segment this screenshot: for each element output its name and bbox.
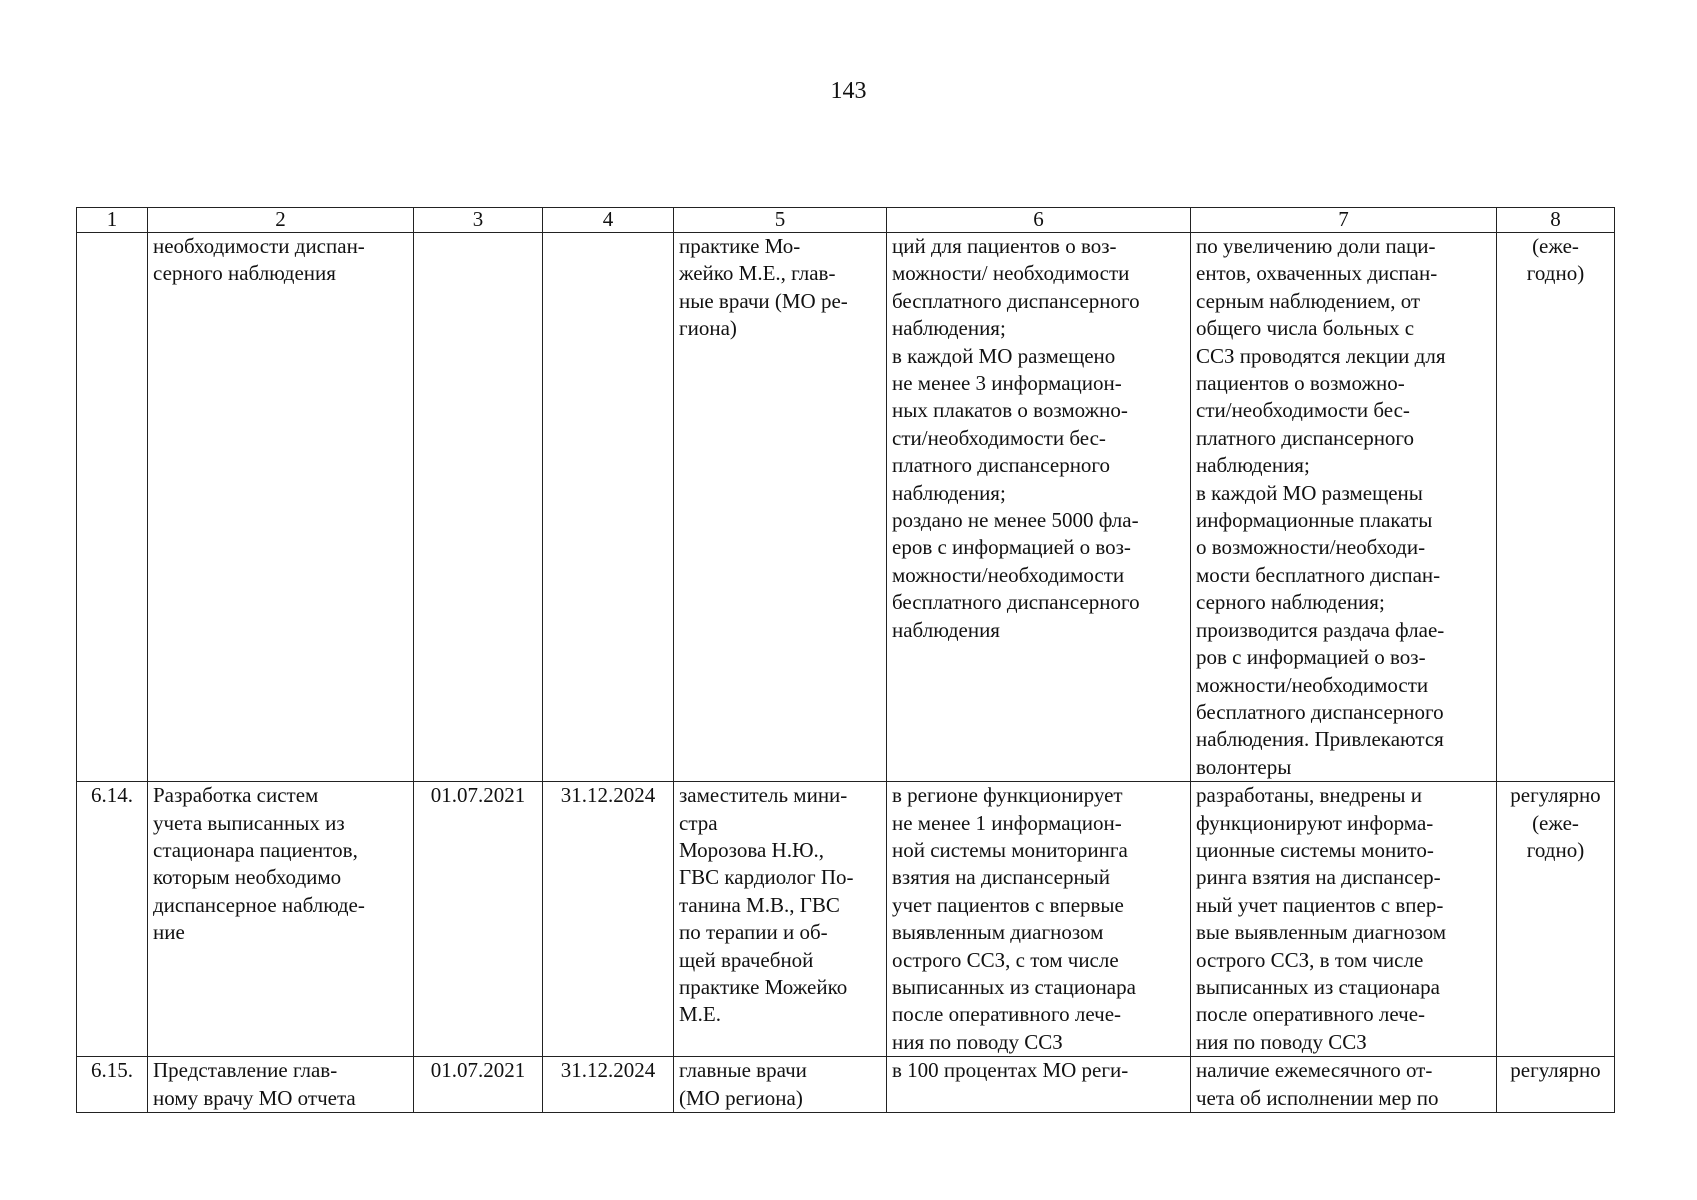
row-number-cell: 6.15. <box>77 1057 148 1113</box>
column-number-7: 7 <box>1191 208 1497 233</box>
start-date-cell <box>414 233 543 782</box>
table-row <box>77 1057 1615 1113</box>
event-cell: Представление глав- ному врачу МО отчета <box>148 1057 414 1113</box>
indicator-cell: в 100 процентах МО реги- <box>887 1057 1191 1113</box>
column-number-6: 6 <box>887 208 1191 233</box>
frequency-cell: регулярно <box>1497 1057 1615 1113</box>
responsible-cell: практике Мо- жейко М.Е., глав- ные врачи (МО ре- гиона) <box>674 233 887 782</box>
column-number-5: 5 <box>674 208 887 233</box>
start-date-cell: 01.07.2021 <box>414 782 543 1057</box>
indicator-cell: в регионе функционирует не менее 1 информацион- ной системы мониторинга взятия на диспансерный учет пациентов с впервые выявленным диагнозом острого ССЗ, с том числе выписанных из стационара после оперативного лече- ния по поводу ССЗ <box>887 782 1191 1057</box>
table-row <box>77 782 1615 1057</box>
responsible-cell: заместитель мини- стра Морозова Н.Ю., ГВС кардиолог По- танина М.В., ГВС по терапии и об- щей врачебной практике Можейко М.Е. <box>674 782 887 1057</box>
event-cell: Разработка систем учета выписанных из стационара пациентов, которым необходимо диспансерное наблюде- ние <box>148 782 414 1057</box>
result-cell: разработаны, внедрены и функционируют информа- ционные системы монито- ринга взятия на диспансер- ный учет пациентов с впер- вые выявленным диагнозом острого ССЗ, в том числе выписанных из стационара после оперативного лече- ния по поводу ССЗ <box>1191 782 1497 1057</box>
responsible-cell: главные врачи (МО региона) <box>674 1057 887 1113</box>
event-cell: необходимости диспан- серного наблюдения <box>148 233 414 782</box>
table-row <box>77 233 1615 782</box>
frequency-cell: регулярно (еже- годно) <box>1497 782 1615 1057</box>
row-number-cell <box>77 233 148 782</box>
column-number-8: 8 <box>1497 208 1615 233</box>
column-number-3: 3 <box>414 208 543 233</box>
column-number-2: 2 <box>148 208 414 233</box>
plan-table <box>76 207 1615 1113</box>
row-number-cell: 6.14. <box>77 782 148 1057</box>
column-number-1: 1 <box>77 208 148 233</box>
result-cell: наличие ежемесячного от- чета об исполнении мер по <box>1191 1057 1497 1113</box>
end-date-cell <box>543 233 674 782</box>
page-number: 143 <box>830 78 867 104</box>
start-date-cell: 01.07.2021 <box>414 1057 543 1113</box>
end-date-cell: 31.12.2024 <box>543 1057 674 1113</box>
end-date-cell: 31.12.2024 <box>543 782 674 1057</box>
column-number-4: 4 <box>543 208 674 233</box>
table-header-row <box>77 208 1615 233</box>
frequency-cell: (еже- годно) <box>1497 233 1615 782</box>
indicator-cell: ций для пациентов о воз- можности/ необходимости бесплатного диспансерного наблюдения; в каждой МО размещено не менее 3 информацион- ных плакатов о возможно- сти/необходимости бес- платного диспансерного наблюдения; роздано не менее 5000 фла- еров с информацией о воз- можности/необходимости бесплатного диспансерного наблюдения <box>887 233 1191 782</box>
result-cell: по увеличению доли паци- ентов, охваченных диспан- серным наблюдением, от общего числа больных с ССЗ проводятся лекции для пациентов о возможно- сти/необходимости бес- платного диспансерного наблюдения; в каждой МО размещены информационные плакаты о возможности/необходи- мости бесплатного диспан- серного наблюдения; производится раздача флае- ров с информацией о воз- можности/необходимости бесплатного диспансерного наблюдения. Привлекаются волонтеры <box>1191 233 1497 782</box>
